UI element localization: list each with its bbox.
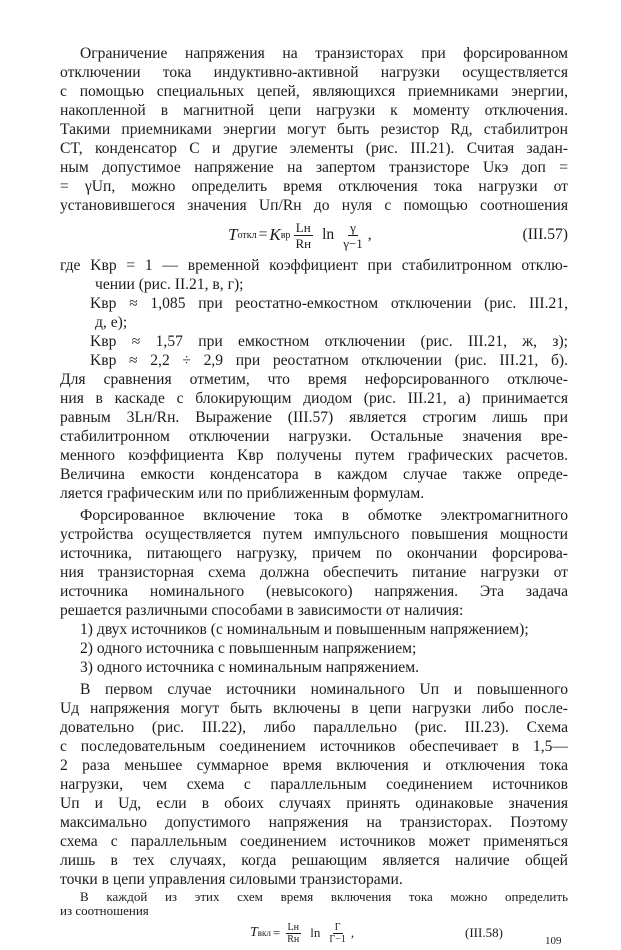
para2-line-1: Для сравнения отметим, что время нефорсированного отключе-	[60, 371, 568, 388]
where-line-5: Kвр ≈ 1,57 при емкостном отключении (рис. III.21, ж, з);	[90, 333, 568, 350]
eq57-number: (III.57)	[522, 226, 568, 243]
equation-III-58	[250, 918, 354, 948]
eq57-frac1-num: Lн	[295, 219, 311, 235]
equation-III-57	[60, 213, 568, 257]
para4-line-5: 2 раза меньшее суммарное время включения и отключения тока	[60, 757, 568, 774]
para4-line-6: нагрузки, чем схема с параллельным соединением источников	[60, 776, 568, 793]
eq58-frac2-den: Г−1	[329, 933, 346, 945]
para2-line-7: ляется графическим или по приближенным формулам.	[60, 485, 425, 502]
eq58-frac1-num: Lн	[287, 921, 300, 933]
para2-line-4: стабилитронном отключении нагрузки. Остальные значения вре-	[60, 428, 568, 445]
para3-line-4: ния транзисторная схема должна обеспечить питание нагрузки от	[60, 564, 568, 581]
para1-line-3: с помощью специальных цепей, являющихся приемниками энергии,	[60, 83, 568, 100]
equation-III-57-formula	[228, 213, 372, 257]
para4-line-1: В первом случае источники номинального Uп и повышенного	[80, 681, 568, 698]
para3-line-1: Форсированное включение тока в обмотке электромагнитного	[80, 507, 568, 524]
where-line-6: Kвр ≈ 2,2 ÷ 2,9 при реостатном отключении (рис. III.21, б).	[90, 352, 568, 369]
para4-line-10: лишь в тех случаях, когда решающим является наличие общей	[60, 852, 568, 869]
para4-line-3: довательно (рис. III.22), либо параллельно (рис. III.23). Схема	[60, 719, 568, 736]
para1-line-6: CT, конденсатор C и другие элементы (рис. III.21). Считая задан-	[60, 140, 568, 157]
eq58-frac2-num: Г	[334, 921, 341, 933]
para4-line-7: Uп и Uд, если в обоих случаях принять одинаковые значения	[60, 795, 568, 812]
eq57-k: K	[269, 225, 281, 244]
eq58-equals: =	[272, 925, 281, 940]
where-line-1: где Kвр = 1 — временной коэффициент при стабилитронном отклю-	[60, 257, 568, 274]
para4-line-8: максимально допустимого напряжения на транзисторах. Поэтому	[60, 814, 568, 831]
para2-line-5: менного коэффициента Kвр получены путем графических расчетов.	[60, 447, 568, 464]
page-number: 109	[545, 935, 562, 947]
eq58-fraction-l-over-r	[285, 922, 301, 945]
eq58-frac1-den: Rн	[287, 933, 300, 945]
para1-line-2: отключении тока индуктивно-активной нагрузки осуществляется	[60, 64, 568, 81]
eq57-lhs-sub: откл	[237, 229, 257, 241]
eq57-equals: =	[258, 226, 268, 243]
eq57-fraction-l-over-r	[293, 220, 313, 251]
eq58-tail: ,	[350, 925, 355, 940]
para4-line-2: Uд напряжения могут быть включены в цепи нагрузки либо после-	[60, 700, 568, 717]
eq57-ln: ln	[322, 226, 335, 243]
eq58-number: (III.58)	[465, 925, 503, 940]
eq57-frac2-num: γ	[350, 219, 356, 235]
eq58-lhs-sub: вкл	[257, 928, 271, 938]
where-line-2: чении (рис. II.21, в, г);	[95, 276, 244, 293]
para1-line-4: накопленной в магнитной цепи нагрузки к моменту отключения.	[60, 102, 568, 119]
para1-line-9: установившегося значения Uп/Rн до нуля с помощью соотношения	[60, 197, 568, 214]
para4-line-9: схема с параллельным соединением источников может применяться	[60, 833, 568, 850]
para2-line-6: Величина емкости конденсатора в каждом случае также опреде-	[60, 466, 568, 483]
eq57-k-sub: вр	[280, 229, 291, 241]
eq57-frac2-den: γ−1	[343, 235, 363, 251]
para5-line-2: из соотношения	[60, 903, 149, 918]
list-item-2: 2) одного источника с повышенным напряжением;	[80, 640, 417, 657]
para5-line-1: В каждой из этих схем время включения тока можно определить	[80, 889, 568, 904]
eq57-fraction-gamma	[341, 220, 365, 251]
eq58-ln: ln	[310, 925, 321, 940]
para2-line-3: равным 3Lн/Rн. Выражение (III.57) является строгим лишь при	[60, 409, 568, 426]
eq58-lhs: T	[250, 925, 258, 940]
where-line-3: Kвр ≈ 1,085 при реостатно-емкостном отключении (рис. III.21,	[90, 295, 568, 312]
eq58-fraction-gamma	[327, 922, 347, 945]
para1-line-8: = γUп, можно определить время отключения тока нагрузки от	[60, 178, 568, 195]
para3-line-6: решается различными способами в зависимости от наличия:	[60, 602, 464, 619]
eq57-tail: ,	[367, 226, 372, 243]
para4-line-11: точки в цепи управления силовыми транзисторами.	[60, 871, 403, 888]
para1-line-5: Такими приемниками энергии могут быть резистор Rд, стабилитрон	[60, 121, 568, 138]
list-item-3: 3) одного источника с номинальным напряжением.	[80, 659, 419, 676]
para1-line-1: Ограничение напряжения на транзисторах при форсированном	[80, 45, 568, 62]
para3-line-3: источника, питающего нагрузку, причем по окончании форсирова-	[60, 545, 568, 562]
where-line-4: д, е);	[95, 314, 128, 331]
eq57-frac1-den: Rн	[295, 235, 312, 251]
para1-line-7: ным допустимое напряжение на запертом транзисторе Uкэ доп =	[60, 159, 568, 176]
para4-line-4: с последовательным соединением источников обеспечивает в 1,5—	[60, 738, 568, 755]
para2-line-2: ния в каскаде с блокирующим диодом (рис. III.21, а) принимается	[60, 390, 568, 407]
eq57-lhs: T	[228, 225, 238, 244]
list-item-1: 1) двух источников (с номинальным и повышенным напряжением);	[80, 621, 529, 638]
para3-line-5: источника номинального (невысокого) напряжения. Эта задача	[60, 583, 568, 600]
para3-line-2: устройства осуществляется путем импульсного повышения мощности	[60, 526, 568, 543]
